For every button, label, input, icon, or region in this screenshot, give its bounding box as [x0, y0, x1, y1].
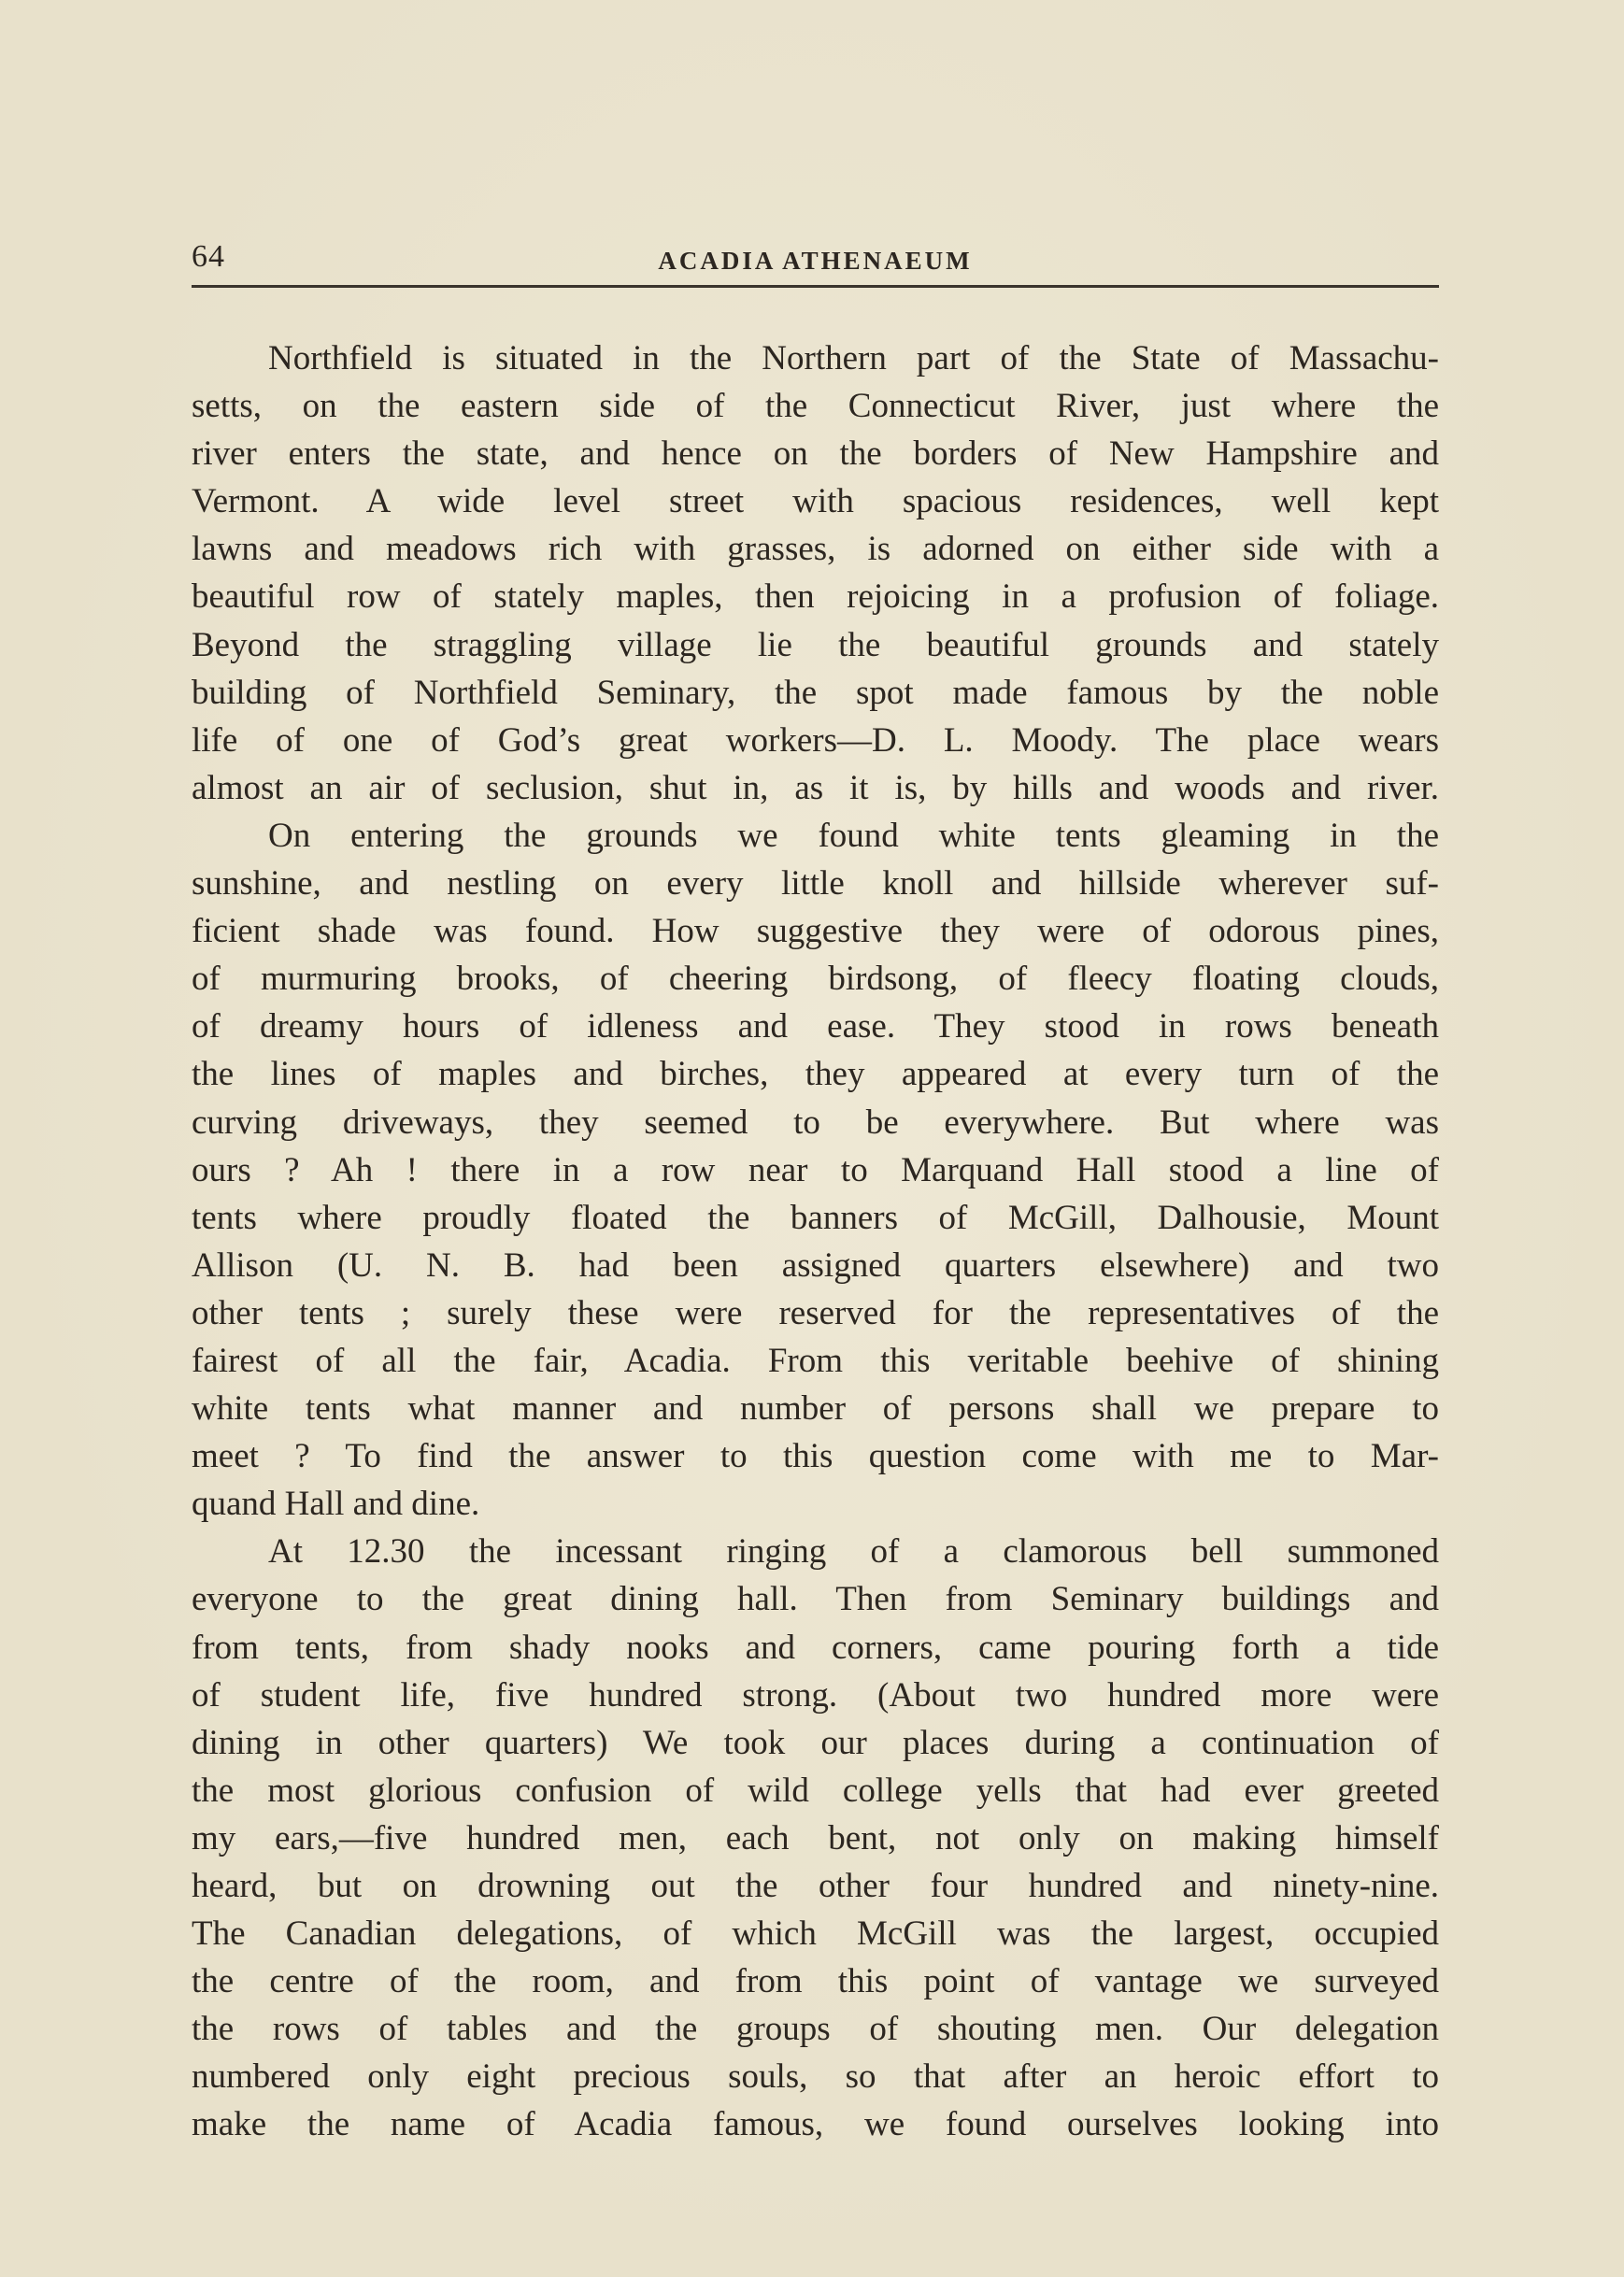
text-line: The Canadian delegations, of which McGill was the largest, occupied — [192, 1914, 1439, 1954]
text-line: make the name of Acadia famous, we found ourselves looking into — [192, 2105, 1439, 2144]
running-head — [192, 234, 1439, 290]
text-line: Northfield is situated in the Northern part of the State of Massachu- — [268, 339, 1439, 377]
text-line: At 12.30 the incessant ringing of a clamorous bell summoned — [268, 1532, 1439, 1572]
header-rule — [192, 285, 1439, 288]
text-line: building of Northfield Seminary, the spot made famous by the noble — [192, 673, 1439, 712]
text-line: tents where proudly floated the banners of McGill, Dalhousie, Mount — [192, 1198, 1439, 1237]
text-line: of murmuring brooks, of cheering birdsong, of fleecy floating clouds, — [192, 960, 1439, 999]
text-line: ours ? Ah ! there in a row near to Marquand Hall stood a line of — [192, 1150, 1439, 1189]
text-line: life of one of God’s great workers—D. L. Moody. The place wears — [192, 720, 1439, 760]
text-line: of student life, five hundred strong. (About two hundred more were — [192, 1675, 1439, 1715]
paragraph-3 — [192, 1528, 1439, 2148]
text-line: beautiful row of stately maples, then rejoicing in a profusion of foliage. — [192, 577, 1439, 617]
body-text — [192, 334, 1439, 2149]
text-line: On entering the grounds we found white tents gleaming in the — [268, 816, 1439, 855]
text-line: lawns and meadows rich with grasses, is adorned on either side with a — [192, 530, 1439, 569]
text-line: white tents what manner and number of persons shall we prepare to — [192, 1389, 1439, 1429]
text-line: heard, but on drowning out the other four hundred and ninety-nine. — [192, 1867, 1439, 1905]
text-line: setts, on the eastern side of the Connecticut River, just where the — [192, 387, 1439, 426]
text-line: curving driveways, they seemed to be everywhere. But where was — [192, 1103, 1439, 1142]
text-line: sunshine, and nestling on every little knoll and hillside wherever suf- — [192, 864, 1439, 904]
paragraph-2 — [192, 812, 1439, 1528]
text-line: the most glorious confusion of wild college yells that had ever greeted — [192, 1771, 1439, 1810]
text-line: river enters the state, and hence on the borders of New Hampshire and — [192, 434, 1439, 474]
text-line: almost an air of seclusion, shut in, as it is, by hills and woods and river. — [192, 768, 1439, 807]
paragraph-1 — [192, 334, 1439, 812]
text-line: everyone to the great dining hall. Then from Seminary buildings and — [192, 1580, 1439, 1619]
text-line: numbered only eight precious souls, so that after an heroic effort to — [192, 2057, 1439, 2097]
text-line: fairest of all the fair, Acadia. From this veritable beehive of shining — [192, 1341, 1439, 1380]
text-line: Allison (U. N. B. had been assigned quarters elsewhere) and two — [192, 1245, 1439, 1285]
journal-title: ACADIA ATHENAEUM — [658, 247, 973, 275]
text-line: dining in other quarters) We took our places during a continuation of — [192, 1723, 1439, 1762]
text-line: ficient shade was found. How suggestive they were of odorous pines, — [192, 912, 1439, 951]
text-line: the rows of tables and the groups of shouting men. Our delegation — [192, 2010, 1439, 2049]
text-line: my ears,—five hundred men, each bent, not only on making himself — [192, 1818, 1439, 1857]
text-line: the lines of maples and birches, they appeared at every turn of the — [192, 1055, 1439, 1094]
text-line: from tents, from shady nooks and corners, came pouring forth a tide — [192, 1628, 1439, 1667]
text-line: Vermont. A wide level street with spacious residences, well kept — [192, 482, 1439, 521]
text-line: meet ? To find the answer to this question come with me to Mar- — [192, 1437, 1439, 1476]
text-line: quand Hall and dine. — [192, 1485, 480, 1524]
page-number: 64 — [192, 239, 225, 274]
text-line: the centre of the room, and from this point of vantage we surveyed — [192, 1962, 1439, 2001]
text-line: of dreamy hours of idleness and ease. They stood in rows beneath — [192, 1007, 1439, 1046]
text-line: Beyond the straggling village lie the beautiful grounds and stately — [192, 625, 1439, 664]
text-line: other tents ; surely these were reserved for the representatives of the — [192, 1293, 1439, 1332]
